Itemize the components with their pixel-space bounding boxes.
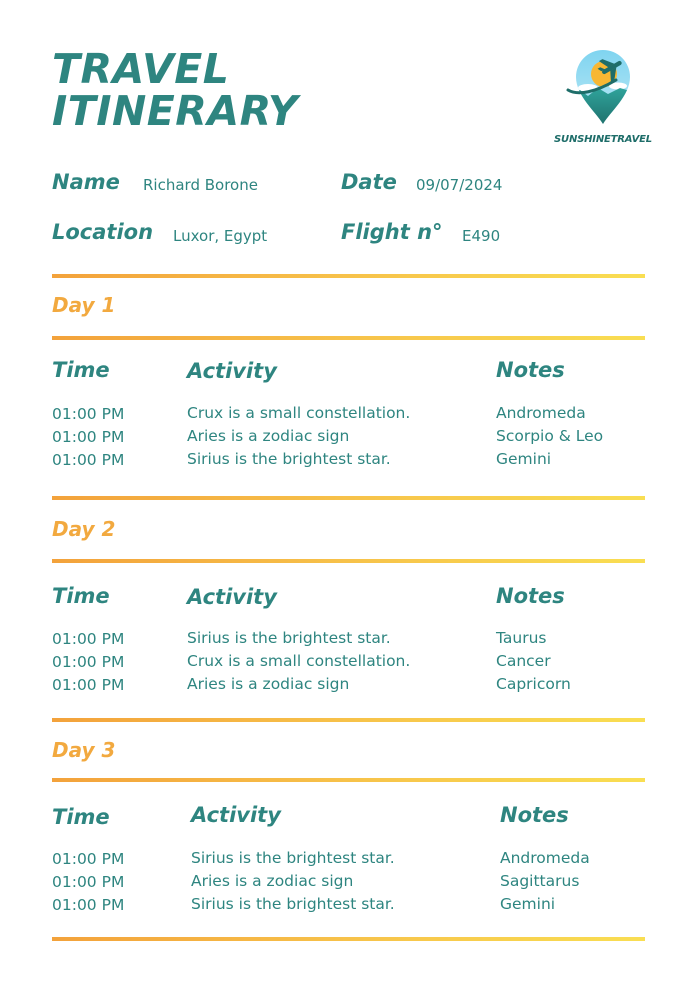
- activity-cell: Sirius is the brightest star.: [191, 895, 395, 913]
- day-3-title: Day 3: [52, 738, 116, 762]
- activity-column: [187, 402, 410, 471]
- brand-name: SUNSHINETRAVEL: [554, 134, 652, 145]
- flight-label: Flight n°: [341, 220, 443, 244]
- time-column: [52, 403, 124, 472]
- activity-header: Activity: [187, 359, 277, 383]
- notes-cell: Cancer: [496, 652, 551, 670]
- time-cell: 01:00 PM: [52, 451, 125, 469]
- activity-cell: Sirius is the brightest star.: [191, 849, 395, 867]
- time-cell: 01:00 PM: [52, 676, 125, 694]
- activity-cell: Aries is a zodiac sign: [187, 427, 350, 445]
- date-value: 09/07/2024: [416, 176, 503, 194]
- divider: [52, 937, 645, 941]
- notes-header: Notes: [500, 803, 569, 827]
- activity-cell: Aries is a zodiac sign: [187, 675, 350, 693]
- time-cell: 01:00 PM: [52, 896, 125, 914]
- time-cell: 01:00 PM: [52, 405, 125, 423]
- notes-column: [496, 402, 603, 471]
- activity-cell: Sirius is the brightest star.: [187, 450, 391, 468]
- time-cell: 01:00 PM: [52, 653, 125, 671]
- date-label: Date: [341, 170, 397, 194]
- time-header: Time: [52, 358, 110, 382]
- divider: [52, 274, 645, 278]
- notes-column: [496, 627, 571, 696]
- page-title: [52, 45, 299, 135]
- time-cell: 01:00 PM: [52, 850, 125, 868]
- notes-header: Notes: [496, 358, 565, 382]
- divider: [52, 718, 645, 722]
- time-column: [52, 628, 124, 697]
- divider: [52, 778, 645, 782]
- notes-cell: Andromeda: [496, 404, 586, 422]
- activity-column: [187, 627, 410, 696]
- title-line-2: ITINERARY: [52, 87, 299, 135]
- time-cell: 01:00 PM: [52, 630, 125, 648]
- time-column: [52, 848, 124, 917]
- notes-cell: Taurus: [496, 629, 547, 647]
- name-value: Richard Borone: [143, 176, 258, 194]
- notes-cell: Gemini: [496, 450, 552, 468]
- notes-cell: Sagittarus: [500, 872, 580, 890]
- divider: [52, 559, 645, 563]
- time-header: Time: [52, 584, 110, 608]
- notes-cell: Andromeda: [500, 849, 590, 867]
- day-2-title: Day 2: [52, 517, 116, 541]
- location-label: Location: [52, 220, 154, 244]
- brand-logo: [548, 44, 658, 148]
- flight-value: E490: [462, 227, 501, 245]
- name-label: Name: [52, 170, 120, 194]
- notes-cell: Capricorn: [496, 675, 571, 693]
- location-value: Luxor, Egypt: [173, 227, 268, 245]
- day-1-title: Day 1: [52, 293, 116, 317]
- activity-column: [191, 847, 395, 916]
- activity-cell: Crux is a small constellation.: [187, 404, 411, 422]
- notes-cell: Gemini: [500, 895, 556, 913]
- divider: [52, 496, 645, 500]
- airplane-sun-pin-icon: [566, 44, 640, 128]
- activity-header: Activity: [191, 803, 281, 827]
- notes-header: Notes: [496, 584, 565, 608]
- time-header: Time: [52, 805, 110, 829]
- activity-cell: Aries is a zodiac sign: [191, 872, 354, 890]
- title-line-1: TRAVEL: [52, 45, 230, 93]
- notes-column: [500, 847, 590, 916]
- time-cell: 01:00 PM: [52, 428, 125, 446]
- notes-cell: Scorpio & Leo: [496, 427, 604, 445]
- divider: [52, 336, 645, 340]
- activity-header: Activity: [187, 585, 277, 609]
- activity-cell: Crux is a small constellation.: [187, 652, 411, 670]
- activity-cell: Sirius is the brightest star.: [187, 629, 391, 647]
- time-cell: 01:00 PM: [52, 873, 125, 891]
